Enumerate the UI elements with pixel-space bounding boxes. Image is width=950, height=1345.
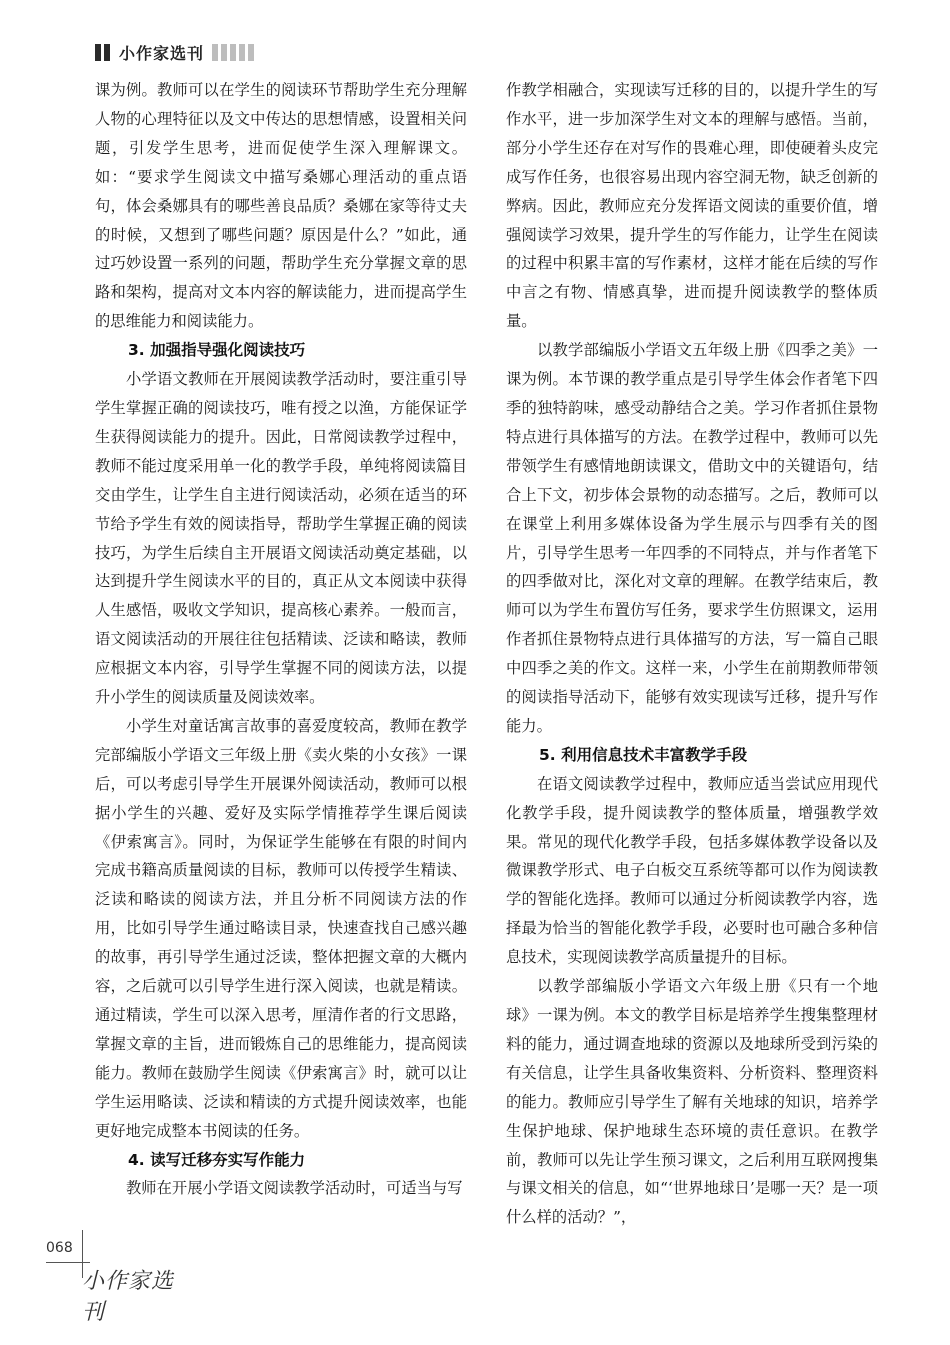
- section-heading: 5. 利用信息技术丰富教学手段: [539, 745, 748, 764]
- header-bar-icon: [248, 44, 254, 61]
- page-footer: [46, 1230, 196, 1325]
- paragraph: 课为例。教师可以在学生的阅读环节帮助学生充分理解人物的心理特征以及文中传达的思想情感，设置相关问题，引发学生思考，进而促使学生深入理解课文。如：“要求学生阅读文中描写桑娜心理活动的重点语句，体会桑娜具有的哪些善良品质？桑娜在家等待丈夫的时候，又想到了哪些问题？原因是什么？”如此，通过巧妙设置一系列的问题，帮助学生充分掌握文章的思路和架构，提高对文本内容的解读能力，进而提高学生的思维能力和阅读能力。: [95, 81, 467, 331]
- paragraph: 作教学相融合，实现读写迁移的目的，以提升学生的写作水平，进一步加深学生对文本的理解与感悟。当前，部分小学生还存在对写作的畏难心理，即使硬着头皮完成写作任务，也很容易出现内容空洞无物，缺乏创新的弊病。因此，教师应充分发挥语文阅读的重要价值，增强阅读学习效果，提升学生的写作能力，让学生在阅读的过程中积累丰富的写作素材，这样才能在后续的写作中言之有物、情感真挚，进而提升阅读教学的整体质量。: [506, 81, 878, 331]
- header-bar-icon: [95, 44, 101, 61]
- paragraph: 教师在开展小学语文阅读教学活动时，可适当与写: [126, 1179, 463, 1198]
- page-number: 068: [46, 1240, 73, 1256]
- header-bar-icon: [230, 44, 236, 61]
- paragraph: 在语文阅读教学过程中，教师应适当尝试应用现代化教学手段，提升阅读教学的整体质量，增强教学效果。常见的现代化教学手段，包括多媒体教学设备以及微课教学形式、电子白板交互系统等都可以作为阅读教学的智能化选择。教师可以通过分析阅读教学内容，选择最为恰当的智能化教学手段，必要时也可融合多种信息技术，实现阅读教学高质量提升的目标。: [506, 774, 878, 967]
- header-bar-icon: [221, 44, 227, 61]
- footer-divider: [46, 1262, 90, 1263]
- right-column: [506, 76, 878, 1232]
- paragraph: 小学生对童话寓言故事的喜爱度较高，教师在教学完部编版小学语文三年级上册《卖火柴的小女孩》一课后，可以考虑引导学生开展课外阅读活动，教师可以根据小学生的兴趣、爱好及实际学情推荐学生课后阅读《伊索寓言》。同时，为保证学生能够在有限的时间内完成书籍高质量阅读的目标，教师可以传授学生精读、泛读和略读的阅读方法，并且分析不同阅读方法的作用，比如引导学生通过略读目录，快速查找自己感兴趣的故事，再引导学生通过泛读，整体把握文章的大概内容，之后就可以引导学生进行深入阅读，也就是精读。通过精读，学生可以深入思考，厘清作者的行文思路，掌握文章的主旨，进而锻炼自己的思维能力，提高阅读能力。教师在鼓励学生阅读《伊索寓言》时，就可以让学生运用略读、泛读和精读的方式提升阅读效率，也能更好地完成整本书阅读的任务。: [95, 716, 467, 1140]
- paragraph: 以教学部编版小学语文六年级上册《只有一个地球》一课为例。本文的教学目标是培养学生搜集整理材料的能力，通过调查地球的资源以及地球所受到污染的有关信息，让学生具备收集资料、分析资料、整理资料的能力。教师应引导学生了解有关地球的知识，培养学生保护地球、保护地球生态环境的责任意识。在教学前，教师可以先让学生预习课文，之后利用互联网搜集与课文相关的信息，如“‘世界地球日’是哪一天？是一项什么样的活动？”，: [506, 977, 878, 1227]
- paragraph: 以教学部编版小学语文五年级上册《四季之美》一课为例。本节课的教学重点是引导学生体会作者笔下四季的独特韵味，感受动静结合之美。学习作者抓住景物特点进行具体描写的方法。在教学过程中，教师可以先带领学生有感情地朗读课文，借助文中的关键语句，结合上下文，初步体会景物的动态描写。之后，教师可以在课堂上利用多媒体设备为学生展示与四季有关的图片，引导学生思考一年四季的不同特点，并与作者笔下的四季做对比，深化对文章的理解。在教学结束后，教师可以为学生布置仿写任务，要求学生仿照课文，运用作者抓住景物特点进行具体描写的方法，写一篇自己眼中四季之美的作文。这样一来，小学生在前期教师带领的阅读指导活动下，能够有效实现读写迁移，提升写作能力。: [506, 341, 878, 735]
- header-bar-icon: [239, 44, 245, 61]
- journal-title: 小作家选刊: [119, 43, 205, 63]
- running-header: [95, 38, 257, 66]
- left-column: [95, 76, 467, 1203]
- header-bar-icon: [104, 44, 110, 61]
- header-bar-icon: [212, 44, 218, 61]
- journal-logo: 小作家选刊: [82, 1269, 175, 1325]
- paragraph: 小学语文教师在开展阅读教学活动时，要注重引导学生掌握正确的阅读技巧，唯有授之以渔，方能保证学生获得阅读能力的提升。因此，日常阅读教学过程中，教师不能过度采用单一化的教学手段，单纯将阅读篇目交由学生，让学生自主进行阅读活动，必须在适当的环节给予学生有效的阅读指导，帮助学生掌握正确的阅读技巧，为学生后续自主开展语文阅读活动奠定基础，以达到提升学生阅读水平的目的，真正从文本阅读中获得人生感悟，吸收文学知识，提高核心素养。一般而言，语文阅读活动的开展往往包括精读、泛读和略读，教师应根据文本内容，引导学生掌握不同的阅读方法，以提升小学生的阅读质量及阅读效率。: [95, 370, 467, 707]
- section-heading: 4. 读写迁移夯实写作能力: [128, 1150, 306, 1169]
- section-heading: 3. 加强指导强化阅读技巧: [128, 341, 306, 360]
